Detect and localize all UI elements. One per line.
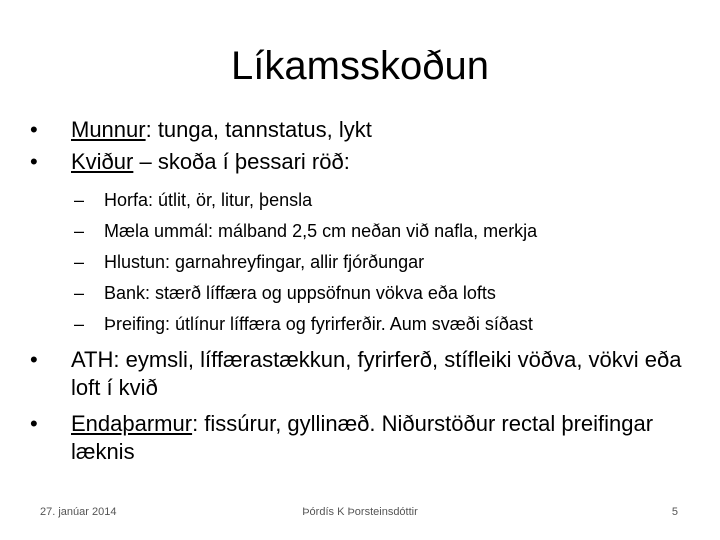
sub-bullet-text: Bank: stærð líffæra og uppsöfnun vökva eða lofts [104, 283, 496, 303]
footer-date: 27. janúar 2014 [40, 506, 117, 518]
dash-icon: – [74, 190, 85, 210]
bullet-head: Endaþarmur [71, 411, 193, 436]
sub-bullet-text: Þreifing: útlínur líffæra og fyrirferðir. Aum svæði síðast [104, 314, 533, 334]
page-number: 5 [671, 506, 678, 518]
sub-bullet-text: Mæla ummál: málband 2,5 cm neðan við nafla, merkja [104, 221, 538, 241]
dash-icon: – [74, 252, 85, 272]
bullet-dot-icon: • [30, 117, 38, 142]
sub-bullet-text: Hlustun: garnahreyfingar, allir fjórðungar [104, 252, 425, 272]
bullet-head: ATH [71, 347, 114, 372]
bullet-dot-icon: • [30, 149, 38, 174]
dash-icon: – [74, 314, 85, 334]
bullet-head: Kviður [71, 149, 134, 174]
sub-bullet-text: Horfa: útlit, ör, litur, þensla [104, 190, 313, 210]
bullet-text: : tunga, tannstatus, lykt [145, 117, 372, 142]
bullet-text: : eymsli, líffærastækkun, fyrirferð, stífleiki vöðva, vökvi eða loft í kvið [71, 347, 682, 400]
bullet-text: : fissúrur, gyllinæð. Niðurstöður rectal þreifingar læknis [71, 411, 654, 464]
bullet-dot-icon: • [30, 347, 38, 372]
dash-icon: – [74, 283, 85, 303]
bullet-head: Munnur [71, 117, 146, 142]
footer-author: Þórdís K Þorsteinsdóttir [302, 506, 418, 518]
bullet-text: – skoða í þessari röð: [133, 149, 350, 174]
dash-icon: – [74, 221, 85, 241]
slide-title: Líkamsskoðun [231, 44, 489, 88]
bullet-dot-icon: • [30, 411, 38, 436]
